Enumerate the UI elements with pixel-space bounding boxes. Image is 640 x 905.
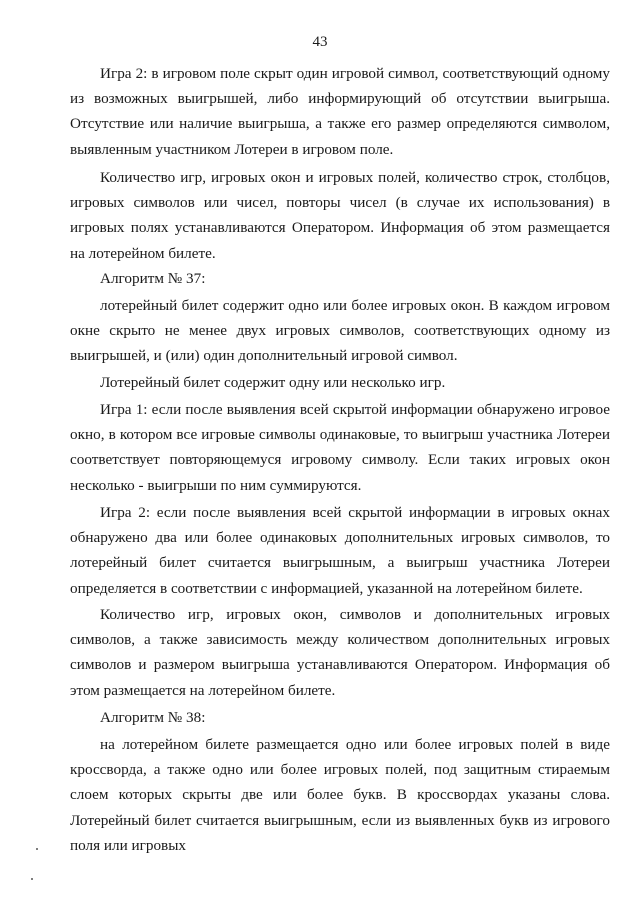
section-heading: Алгоритм № 38:	[100, 709, 206, 726]
section-heading: Алгоритм № 37:	[100, 270, 206, 287]
paragraph-game-2-alg-36	[70, 61, 610, 162]
paragraph-text: Игра 2: в игровом поле скрыт один игровой символ, соответствующий одному из возможных выигрышей, либо информирующий об отсутствии выигрыша. Отсутствие или наличие выигрыша, а также его размер определяются символом, выявленным участником Лотереи в игровом поле.	[70, 65, 610, 158]
paragraph-text: Игра 2: если после выявления всей скрытой информации в игровых окнах обнаружено два или более одинаковых дополнительных игровых символов, то лотерейный билет считается выигрышным, а выигрыш участника Лотереи определяется в соответствии с информацией, указанной на лотерейном билете.	[70, 504, 610, 597]
paragraph-text: Количество игр, игровых окон, символов и дополнительных игровых символов, а также зависимость между количеством дополнительных игровых символов и размером выигрыша устанавливаются Оператором. Информация об этом размещается на лотерейном билете.	[70, 606, 610, 699]
paragraph-text: Количество игр, игровых окон и игровых полей, количество строк, столбцов, игровых символов или чисел, повторы чисел (в случае их использования) в игровых полях устанавливаются Оператором. Информация об этом размещается на лотерейном билете.	[70, 169, 610, 262]
heading-algorithm-38	[70, 705, 610, 730]
paragraph-alg-37-description	[70, 293, 610, 369]
paragraph-text: лотерейный билет содержит одно или более игровых окон. В каждом игровом окне скрыто не менее двух игровых символов, соответствующих одному из выигрышей, и (или) один дополнительный игровой символ.	[70, 297, 610, 365]
page-number: 43	[312, 34, 328, 50]
heading-algorithm-37	[70, 266, 610, 291]
scan-speck	[36, 848, 38, 850]
paragraph-quantity-symbols	[70, 602, 610, 703]
paragraph-game-2	[70, 500, 610, 601]
paragraph-text: на лотерейном билете размещается одно или более игровых полей в виде кроссворда, а также одно или более игровых полей, под защитным стираемым слоем которых скрыты две или более букв. В кроссвордах указаны слова. Лотерейный билет считается выигрышным, если из выявленных букв из игрового поля или игровых	[70, 736, 610, 854]
paragraph-game-1	[70, 397, 610, 498]
scan-speck	[31, 878, 33, 880]
paragraph-ticket-games	[70, 370, 610, 395]
paragraph-alg-38-description	[70, 732, 610, 858]
paragraph-text: Лотерейный билет содержит одну или несколько игр.	[100, 374, 446, 391]
paragraph-quantity-games	[70, 165, 610, 266]
paragraph-text: Игра 1: если после выявления всей скрытой информации обнаружено игровое окно, в котором все игровые символы одинаковые, то выигрыш участника Лотереи соответствует повторяющемуся игровому символу. Если таких игровых окон несколько - выигрыши по ним суммируются.	[70, 401, 610, 494]
